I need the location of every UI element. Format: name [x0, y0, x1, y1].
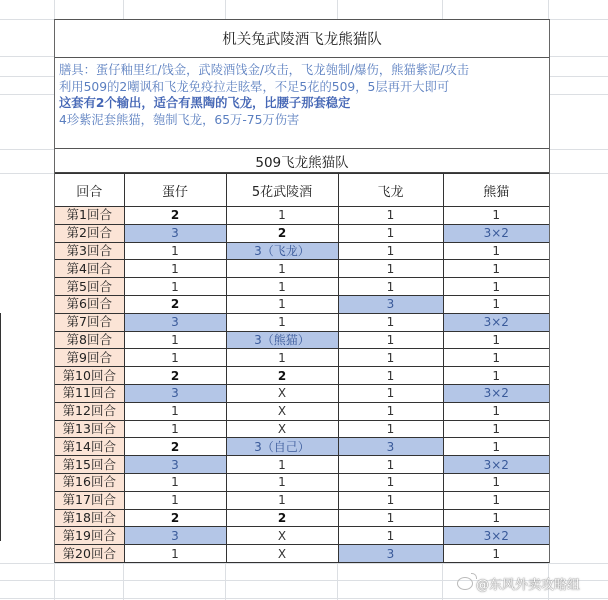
xiongmao-cell[interactable]: 1 — [443, 207, 549, 225]
feilong-cell[interactable]: 1 — [338, 402, 443, 420]
wulingjiu-cell[interactable]: X — [226, 384, 338, 402]
xiongmao-cell[interactable]: 1 — [443, 420, 549, 438]
round-label-cell[interactable]: 第20回合 — [55, 545, 124, 563]
wulingjiu-cell[interactable]: 3（自己） — [226, 438, 338, 456]
table-row — [55, 349, 549, 367]
danzai-cell[interactable]: 2 — [124, 438, 226, 456]
round-label-cell[interactable]: 第9回合 — [55, 349, 124, 367]
description-line-bold: 这套有2个输出，适合有黑陶的飞龙，比腰子那套稳定 — [59, 96, 351, 110]
wulingjiu-cell[interactable]: X — [226, 402, 338, 420]
wulingjiu-cell[interactable]: X — [226, 545, 338, 563]
watermark-text: @东风外卖攻略组 — [476, 578, 581, 593]
wulingjiu-cell[interactable]: 3（熊猫） — [226, 331, 338, 349]
wulingjiu-cell[interactable]: 2 — [226, 367, 338, 385]
danzai-cell[interactable]: 1 — [124, 260, 226, 278]
danzai-cell[interactable]: 2 — [124, 509, 226, 527]
danzai-cell[interactable]: 2 — [124, 295, 226, 313]
feilong-cell[interactable]: 1 — [338, 349, 443, 367]
wulingjiu-cell[interactable]: 1 — [226, 313, 338, 331]
feilong-cell[interactable]: 1 — [338, 491, 443, 509]
feilong-cell[interactable]: 1 — [338, 224, 443, 242]
xiongmao-cell[interactable]: 3×2 — [443, 224, 549, 242]
header-danzai[interactable]: 蛋仔 — [124, 174, 226, 207]
description-block — [55, 58, 549, 149]
xiongmao-cell[interactable]: 3×2 — [443, 456, 549, 474]
feilong-cell[interactable]: 3 — [338, 545, 443, 563]
danzai-cell[interactable]: 1 — [124, 402, 226, 420]
round-label-cell[interactable]: 第16回合 — [55, 473, 124, 491]
xiongmao-cell[interactable]: 1 — [443, 331, 549, 349]
header-round[interactable]: 回合 — [55, 174, 124, 207]
feilong-cell[interactable]: 1 — [338, 509, 443, 527]
feilong-cell[interactable]: 1 — [338, 456, 443, 474]
danzai-cell[interactable]: 1 — [124, 278, 226, 296]
wulingjiu-cell[interactable]: 1 — [226, 491, 338, 509]
round-label-cell[interactable]: 第13回合 — [55, 420, 124, 438]
xiongmao-cell[interactable]: 1 — [443, 242, 549, 260]
table-row — [55, 207, 549, 225]
feilong-cell[interactable]: 3 — [338, 295, 443, 313]
description-line: 膳具：蛋仔釉里红/饯金，武陵酒饯金/攻击，飞龙匏制/爆伤，熊猫紫泥/攻击 — [59, 63, 470, 77]
danzai-cell[interactable]: 1 — [124, 473, 226, 491]
xiongmao-cell[interactable]: 1 — [443, 367, 549, 385]
header-feilong[interactable]: 飞龙 — [338, 174, 443, 207]
danzai-cell[interactable]: 3 — [124, 224, 226, 242]
header-wulingjiu[interactable]: 5花武陵酒 — [226, 174, 338, 207]
table-row — [55, 384, 549, 402]
table-row — [55, 456, 549, 474]
xiongmao-cell[interactable]: 1 — [443, 545, 549, 563]
xiongmao-cell[interactable]: 3×2 — [443, 527, 549, 545]
round-label-cell[interactable]: 第15回合 — [55, 456, 124, 474]
feilong-cell[interactable]: 1 — [338, 260, 443, 278]
wulingjiu-cell[interactable]: X — [226, 527, 338, 545]
wulingjiu-cell[interactable]: 2 — [226, 509, 338, 527]
wulingjiu-cell[interactable]: 1 — [226, 295, 338, 313]
table-row — [55, 331, 549, 349]
xiongmao-cell[interactable]: 1 — [443, 278, 549, 296]
danzai-cell[interactable]: 1 — [124, 545, 226, 563]
danzai-cell[interactable]: 1 — [124, 349, 226, 367]
wulingjiu-cell[interactable]: 3（飞龙） — [226, 242, 338, 260]
danzai-cell[interactable]: 1 — [124, 331, 226, 349]
rotation-table — [55, 173, 549, 563]
wulingjiu-cell[interactable]: 1 — [226, 207, 338, 225]
table-row — [55, 527, 549, 545]
wulingjiu-cell[interactable]: 1 — [226, 349, 338, 367]
round-label-cell[interactable]: 第1回合 — [55, 207, 124, 225]
xiongmao-cell[interactable]: 1 — [443, 402, 549, 420]
xiongmao-cell[interactable]: 1 — [443, 295, 549, 313]
table-row — [55, 491, 549, 509]
table-row — [55, 224, 549, 242]
xiongmao-cell[interactable]: 1 — [443, 491, 549, 509]
round-label-cell[interactable]: 第18回合 — [55, 509, 124, 527]
round-label-cell[interactable]: 第5回合 — [55, 278, 124, 296]
table-row — [55, 420, 549, 438]
xiongmao-cell[interactable]: 1 — [443, 349, 549, 367]
round-label-cell[interactable]: 第6回合 — [55, 295, 124, 313]
wulingjiu-cell[interactable]: 1 — [226, 278, 338, 296]
description-line: 4珍紫泥套熊猫，匏制飞龙，65万-75万伤害 — [59, 112, 300, 127]
round-label-cell[interactable]: 第4回合 — [55, 260, 124, 278]
weibo-icon — [457, 577, 473, 590]
wulingjiu-cell[interactable]: 1 — [226, 260, 338, 278]
table-row — [55, 438, 549, 456]
header-xiongmao[interactable]: 熊猫 — [443, 174, 549, 207]
xiongmao-cell[interactable]: 1 — [443, 438, 549, 456]
table-row — [55, 295, 549, 313]
description-line: 利用509的2嘲讽和飞龙免疫拉走眩晕，不足5花的509，5层再开大即可 — [59, 79, 450, 94]
danzai-cell[interactable]: 3 — [124, 384, 226, 402]
feilong-cell[interactable]: 1 — [338, 527, 443, 545]
danzai-cell[interactable]: 3 — [124, 313, 226, 331]
danzai-cell[interactable]: 2 — [124, 207, 226, 225]
wulingjiu-cell[interactable]: X — [226, 420, 338, 438]
xiongmao-cell[interactable]: 1 — [443, 509, 549, 527]
wulingjiu-cell[interactable]: 1 — [226, 473, 338, 491]
feilong-cell[interactable]: 1 — [338, 473, 443, 491]
sheet-title: 机关兔武陵酒飞龙熊猫队 — [55, 20, 549, 58]
round-label-cell[interactable]: 第10回合 — [55, 367, 124, 385]
wulingjiu-cell[interactable]: 1 — [226, 456, 338, 474]
xiongmao-cell[interactable]: 1 — [443, 473, 549, 491]
round-label-cell[interactable]: 第7回合 — [55, 313, 124, 331]
xiongmao-cell[interactable]: 1 — [443, 260, 549, 278]
table-row — [55, 313, 549, 331]
danzai-cell[interactable]: 1 — [124, 420, 226, 438]
watermark — [457, 574, 580, 593]
round-label-cell[interactable]: 第12回合 — [55, 402, 124, 420]
round-label-cell[interactable]: 第14回合 — [55, 438, 124, 456]
table-row — [55, 367, 549, 385]
round-label-cell[interactable]: 第8回合 — [55, 331, 124, 349]
wulingjiu-cell[interactable]: 2 — [226, 224, 338, 242]
table-row — [55, 545, 549, 563]
table-row — [55, 278, 549, 296]
team-subtitle: 509飞龙熊猫队 — [55, 149, 549, 173]
xiongmao-cell[interactable]: 3×2 — [443, 384, 549, 402]
danzai-cell[interactable]: 3 — [124, 456, 226, 474]
table-row — [55, 260, 549, 278]
danzai-cell[interactable]: 1 — [124, 242, 226, 260]
round-label-cell[interactable]: 第11回合 — [55, 384, 124, 402]
feilong-cell[interactable]: 1 — [338, 384, 443, 402]
feilong-cell[interactable]: 1 — [338, 331, 443, 349]
danzai-cell[interactable]: 3 — [124, 527, 226, 545]
feilong-cell[interactable]: 1 — [338, 278, 443, 296]
table-row — [55, 509, 549, 527]
feilong-cell[interactable]: 1 — [338, 313, 443, 331]
feilong-cell[interactable]: 3 — [338, 438, 443, 456]
feilong-cell[interactable]: 1 — [338, 207, 443, 225]
table-header-row — [55, 174, 549, 207]
table-row — [55, 402, 549, 420]
feilong-cell[interactable]: 1 — [338, 367, 443, 385]
danzai-cell[interactable]: 2 — [124, 367, 226, 385]
feilong-cell[interactable]: 1 — [338, 420, 443, 438]
xiongmao-cell[interactable]: 3×2 — [443, 313, 549, 331]
round-label-cell[interactable]: 第3回合 — [55, 242, 124, 260]
round-label-cell[interactable]: 第17回合 — [55, 491, 124, 509]
round-label-cell[interactable]: 第19回合 — [55, 527, 124, 545]
feilong-cell[interactable]: 1 — [338, 242, 443, 260]
table-row — [55, 473, 549, 491]
danzai-cell[interactable]: 1 — [124, 491, 226, 509]
strategy-sheet — [54, 19, 550, 563]
round-label-cell[interactable]: 第2回合 — [55, 224, 124, 242]
table-row — [55, 242, 549, 260]
